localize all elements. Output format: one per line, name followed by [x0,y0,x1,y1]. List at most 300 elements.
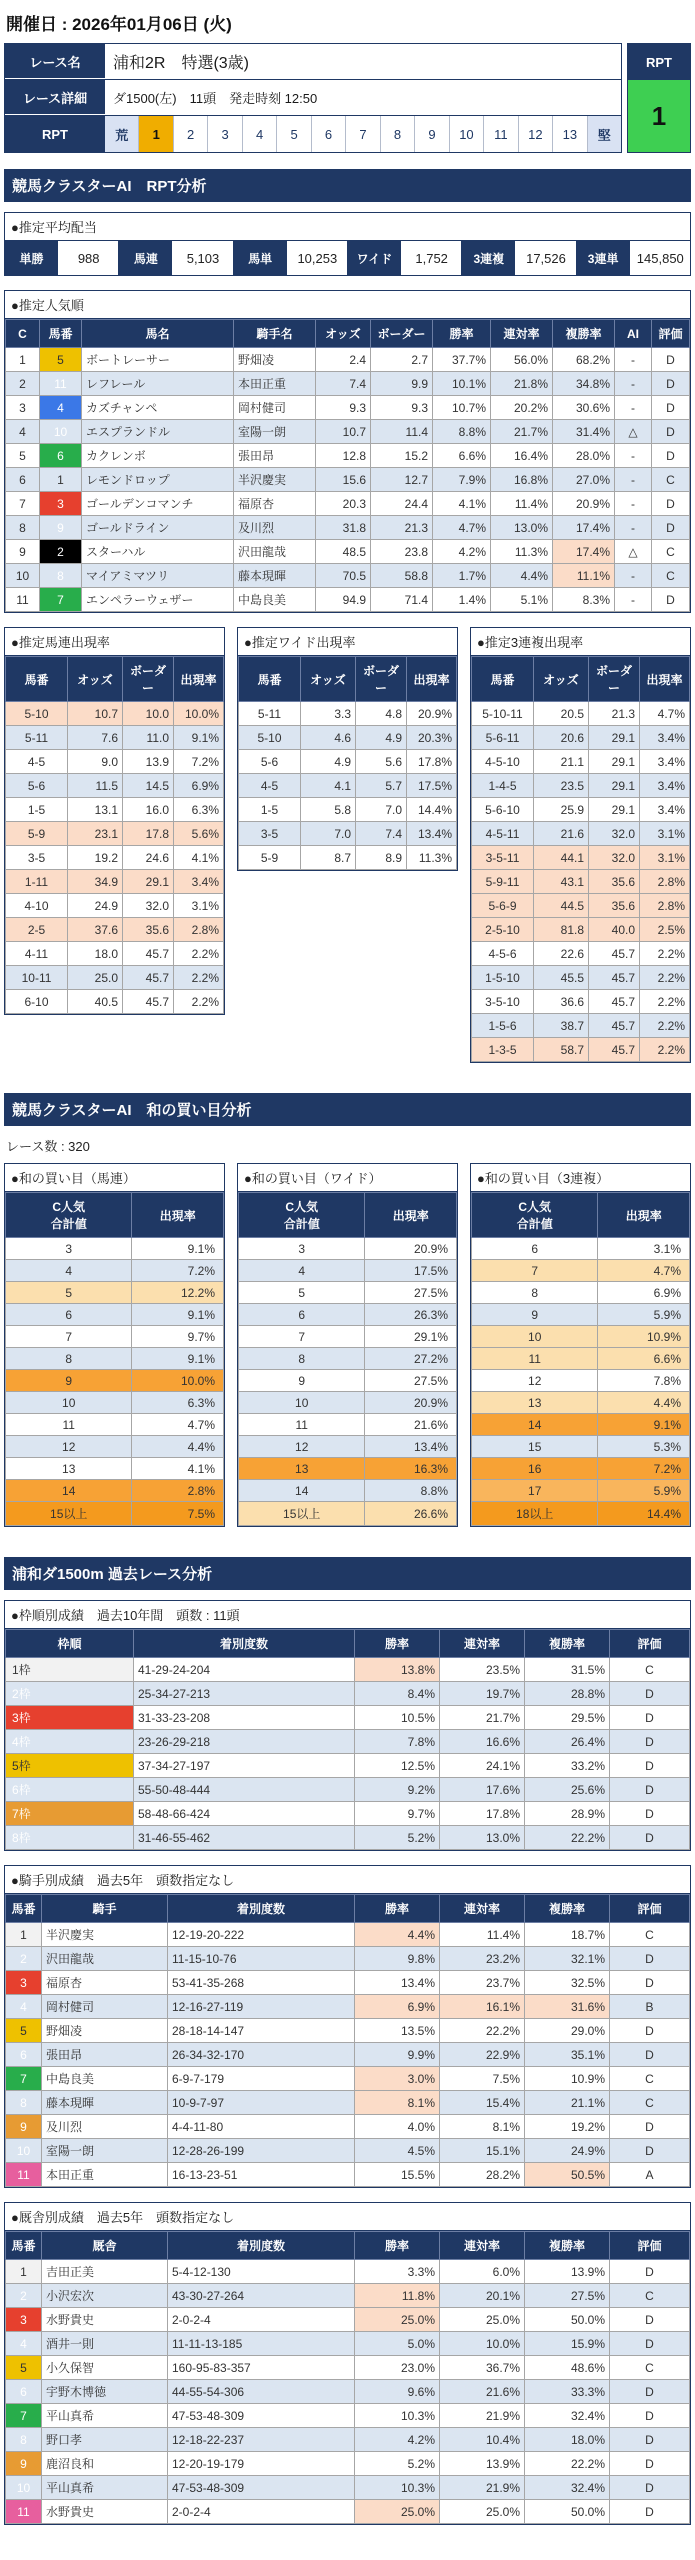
table-cell: 7.8% [355,1730,440,1754]
sanrenpuku-rate-title: ●推定3連複出現率 [471,628,690,656]
table-cell: 31.4% [553,420,615,444]
rpt-scale-cell[interactable]: 堅 [587,116,621,152]
table-cell: 56.0% [491,348,553,372]
horse-number-cell: 3 [6,1971,42,1995]
table-cell: 5-6 [6,774,68,798]
table-cell: 8.4% [355,1682,440,1706]
table-row [6,492,690,516]
table-cell: 9.1% [132,1348,224,1370]
table-cell: 4.9 [301,750,356,774]
race-info-table [4,43,622,153]
table-cell: 本田正重 [234,372,316,396]
rpt-scale-cell[interactable]: 荒 [105,116,138,152]
table-cell: 7.2% [174,750,224,774]
table-row [6,2019,690,2043]
table-cell: 10.0% [174,702,224,726]
table-cell: 本田正重 [42,2163,168,2187]
table-row [472,822,690,846]
payout-value: 145,850 [636,250,684,266]
table-cell: 13.4% [365,1436,457,1458]
table-row [6,564,690,588]
table-cell: 94.9 [316,588,371,612]
sanrenpuku-header-row [472,657,690,702]
table-cell: D [610,1826,690,1850]
table-cell: D [610,2308,690,2332]
rpt-scale-cell[interactable]: 4 [242,116,276,152]
table-cell: 58.7 [534,1038,589,1062]
horse-number-cell: 5 [6,2019,42,2043]
table-cell: 27.5% [365,1282,457,1304]
table-cell: 20.9% [553,492,615,516]
table-cell: 44.5 [534,894,589,918]
table-cell: 3.3% [355,2260,440,2284]
table-cell: 9.3 [371,396,433,420]
column-header: 馬番 [6,2232,42,2260]
table-cell: D [610,1730,690,1754]
table-row [6,1730,690,1754]
table-cell: 7.5% [132,1502,224,1526]
payout-type-label: 単勝 [5,241,59,275]
table-cell: 19.2% [525,2115,610,2139]
table-cell: 8.8% [433,420,491,444]
table-cell: 8 [239,1348,365,1370]
column-header: ボーダー [356,657,407,702]
table-cell: 7 [239,1326,365,1348]
table-row [472,1326,690,1348]
table-cell: 4.1% [433,492,491,516]
table-cell: カクレンボ [82,444,234,468]
section-title-rpt-analysis: 競馬クラスターAI RPT分析 [4,169,691,202]
table-row [6,2284,690,2308]
table-cell: 5.2% [355,1826,440,1850]
table-cell: 38.7 [534,1014,589,1038]
table-cell: 21.3 [589,702,640,726]
stable-header-row [6,2232,690,2260]
table-cell: 中島良美 [234,588,316,612]
column-header: 勝率 [355,1895,440,1923]
table-cell: 5.7 [356,774,407,798]
table-cell: D [610,2043,690,2067]
table-cell: 5-9-11 [472,870,534,894]
table-row [6,1458,224,1480]
table-cell: 20.2% [491,396,553,420]
table-row [6,1304,224,1326]
table-cell: 14.4% [407,798,457,822]
rpt-scale-cell[interactable]: 1 [138,116,172,152]
table-cell: 7 [472,1260,598,1282]
jockey-results-table [5,1894,690,2187]
table-cell: 4-4-11-80 [168,2115,355,2139]
table-cell: 5 [239,1282,365,1304]
rpt-scale-cell[interactable]: 5 [276,116,310,152]
table-cell: 24.6 [123,846,174,870]
horse-number-cell: 8 [40,564,82,588]
table-cell: 張田昂 [42,2043,168,2067]
table-cell: 13.0% [491,516,553,540]
horse-number-cell: 11 [6,2500,42,2524]
table-cell: 22.2% [525,2452,610,2476]
table-cell: 岡村健司 [234,396,316,420]
table-cell: 45.7 [589,1014,640,1038]
rpt-scale-cell[interactable]: 13 [552,116,586,152]
column-header: ボーダー [371,320,433,348]
table-row [239,1502,457,1526]
horse-number-cell: 8枠 [6,1826,134,1850]
table-cell: 11 [472,1348,598,1370]
table-cell: 8 [472,1282,598,1304]
table-cell: C [652,564,690,588]
table-cell: 10.7 [316,420,371,444]
horse-number-cell: 5枠 [6,1754,134,1778]
horse-number-cell: 4 [6,1995,42,2019]
table-cell: 10.9% [525,2067,610,2091]
table-cell: 21.1% [525,2091,610,2115]
rpt-scale-cell[interactable]: 2 [173,116,207,152]
column-header: C人気 合計値 [6,1193,132,1238]
section-title-wa-analysis: 競馬クラスターAI 和の買い目分析 [4,1093,691,1126]
table-cell: 13.9% [440,2452,525,2476]
table-cell: 6-9-7-179 [168,2067,355,2091]
table-cell: 水野貴史 [42,2308,168,2332]
table-cell: 鹿沼良和 [42,2452,168,2476]
table-cell: 4.1 [301,774,356,798]
table-row [6,990,224,1014]
table-cell: 81.8 [534,918,589,942]
table-cell: 27.2% [365,1348,457,1370]
table-cell: 70.5 [316,564,371,588]
table-cell: 29.1% [365,1326,457,1348]
table-cell: 2-0-2-4 [168,2308,355,2332]
rpt-scale-cell[interactable]: 8 [380,116,414,152]
table-cell: 福原杏 [42,1971,168,1995]
column-header: オッズ [301,657,356,702]
table-row [472,774,690,798]
rpt-scale-cell[interactable]: 12 [518,116,552,152]
table-cell: D [652,396,690,420]
table-cell: 7.2% [132,1260,224,1282]
horse-number-cell: 8 [6,2428,42,2452]
popularity-header-row [6,320,690,348]
table-cell: 23.8 [371,540,433,564]
table-row [6,726,224,750]
table-cell: 6.3% [132,1392,224,1414]
table-cell: 6-10 [6,990,68,1014]
table-cell: 32.0 [589,822,640,846]
horse-number-cell: 10 [40,420,82,444]
table-cell: D [652,444,690,468]
table-cell: 21.7% [491,420,553,444]
table-cell: 5-10 [6,702,68,726]
table-cell: 5 [6,1282,132,1304]
payout-type-label: 3連複 [462,241,516,275]
wa-wide-box [237,1163,458,1527]
table-row [6,870,224,894]
table-cell: 11.1% [553,564,615,588]
table-cell: 12.7 [371,468,433,492]
table-cell: 2.8% [640,870,690,894]
table-cell: 43.1 [534,870,589,894]
table-row [6,1502,224,1526]
table-cell: 21.3 [371,516,433,540]
table-cell: 4.2% [355,2428,440,2452]
table-cell: D [610,2476,690,2500]
table-cell: 18.7% [525,1923,610,1947]
table-cell: 3-5-11 [472,846,534,870]
horse-number-cell: 3 [40,492,82,516]
table-cell: 25.0% [355,2500,440,2524]
table-cell: 32.0 [123,894,174,918]
table-cell: 4.4% [355,1923,440,1947]
table-cell: 沢田龍哉 [234,540,316,564]
table-cell: D [610,1971,690,1995]
table-row [472,1014,690,1038]
table-cell: 29.1 [589,750,640,774]
table-cell: 68.2% [553,348,615,372]
table-cell: 2.7 [371,348,433,372]
table-row [6,750,224,774]
rpt-scale-cell[interactable]: 10 [449,116,483,152]
table-cell: 岡村健司 [42,1995,168,2019]
table-cell: 張田昂 [234,444,316,468]
table-cell: 27.5% [365,1370,457,1392]
table-cell: D [610,2428,690,2452]
table-cell: 2-5-10 [472,918,534,942]
table-cell: △ [615,420,652,444]
table-cell: 11.4% [491,492,553,516]
table-cell: 17.5% [407,774,457,798]
table-cell: ゴールデンコマンチ [82,492,234,516]
table-cell: 32.0 [589,846,640,870]
table-cell: 37.7% [433,348,491,372]
table-cell: 9.7% [132,1326,224,1348]
table-cell: 4.7% [640,702,690,726]
umaren-header-row [6,657,224,702]
column-header: 馬番 [40,320,82,348]
table-cell: 11 [6,588,40,612]
column-header: オッズ [534,657,589,702]
race-header [4,43,691,153]
table-cell: 9.9 [371,372,433,396]
table-row [6,1326,224,1348]
table-row [472,1502,690,1526]
table-cell: 5-6-10 [472,798,534,822]
table-cell: 14 [239,1480,365,1502]
table-cell: 25-34-27-213 [134,1682,355,1706]
table-cell: 25.0% [440,2500,525,2524]
table-cell: 45.7 [123,966,174,990]
table-cell: 26.6% [365,1502,457,1526]
table-cell: 8.1% [355,2091,440,2115]
table-cell: 10.7% [433,396,491,420]
column-header: 出現率 [598,1193,690,1238]
table-cell: 2.2% [640,942,690,966]
table-cell: 5-10 [239,726,301,750]
table-cell: 福原杏 [234,492,316,516]
race-date-heading: 開催日 : 2026年01月06日 (火) [6,15,232,34]
table-row [6,1282,224,1304]
table-cell: 16-13-23-51 [168,2163,355,2187]
column-header: 勝率 [355,1630,440,1658]
race-name-row [5,44,621,80]
horse-number-cell: 5 [6,2356,42,2380]
wa-wide-table [238,1192,457,1526]
table-row [239,1370,457,1392]
rpt-scale-row [5,116,621,152]
table-cell: 野畑凌 [234,348,316,372]
wide-rate-title: ●推定ワイド出現率 [238,628,457,656]
table-cell: 7.4 [316,372,371,396]
table-cell: 1-5 [6,798,68,822]
table-row [6,1826,690,1850]
table-cell: 中島良美 [42,2067,168,2091]
column-header: 着別度数 [168,2232,355,2260]
table-cell: ゴールドライン [82,516,234,540]
table-row [472,1038,690,1062]
table-cell: 12 [472,1370,598,1392]
table-cell: 3.1% [640,846,690,870]
table-row [239,1458,457,1480]
table-cell: 44.1 [534,846,589,870]
table-cell: 20.9% [407,702,457,726]
table-cell: 4.7% [433,516,491,540]
wa-umaren-title: ●和の買い目（馬連） [5,1164,224,1192]
table-row [239,726,457,750]
table-cell: 23.5 [534,774,589,798]
column-header: 枠順 [6,1630,134,1658]
table-row [472,990,690,1014]
table-cell: 2.2% [174,942,224,966]
table-cell: 16 [472,1458,598,1480]
table-row [6,1658,690,1682]
table-cell: D [652,372,690,396]
rpt-scale-cell[interactable]: 11 [483,116,517,152]
section-title-past-analysis: 浦和ダ1500m 過去レース分析 [4,1557,691,1590]
table-cell: 36.7% [440,2356,525,2380]
table-cell: 11.4% [440,1923,525,1947]
table-cell: 18.0 [68,942,123,966]
table-cell: 7.4 [356,822,407,846]
table-cell: 26.4% [525,1730,610,1754]
horse-number-cell: 11 [40,372,82,396]
sanrenpuku-rate-table [471,656,690,1062]
table-cell: 6.9% [355,1995,440,2019]
table-cell: 9.3 [316,396,371,420]
table-row [472,798,690,822]
table-cell: 6.3% [174,798,224,822]
table-cell: - [615,492,652,516]
table-cell: 5.9% [598,1304,690,1326]
table-cell: 15 [472,1436,598,1458]
table-cell: 室陽一朗 [42,2139,168,2163]
wa-sanrenpuku-box [470,1163,691,1527]
stable-results-table [5,2231,690,2524]
race-detail-value: ダ1500(左) 11頭 発走時刻 12:50 [105,80,621,115]
table-row [472,1370,690,1392]
table-cell: 13.5% [355,2019,440,2043]
table-cell: D [652,588,690,612]
table-cell: 21.1 [534,750,589,774]
jockey-header-row [6,1895,690,1923]
table-cell: 37.6 [68,918,123,942]
column-header: 評価 [652,320,690,348]
table-cell: 50.5% [525,2163,610,2187]
table-cell: 11.8% [355,2284,440,2308]
table-cell: 10-11 [6,966,68,990]
race-detail-label: レース詳細 [5,80,105,115]
column-header: C人気 合計値 [239,1193,365,1238]
table-cell: 4.1% [174,846,224,870]
table-cell: 4 [6,420,40,444]
table-cell: 2.2% [640,966,690,990]
column-header: 騎手 [42,1895,168,1923]
column-header: C人気 合計値 [472,1193,598,1238]
table-cell: 1-5-10 [472,966,534,990]
table-cell: 5-11 [239,702,301,726]
table-cell: 4-11 [6,942,68,966]
table-cell: 酒井一則 [42,2332,168,2356]
wide-rate-box [237,627,458,871]
column-header: 勝率 [355,2232,440,2260]
table-cell: 吉田正美 [42,2260,168,2284]
table-cell: 17.4% [553,516,615,540]
wa-umaren-table [5,1192,224,1526]
table-row [6,588,690,612]
table-cell: 小久保智 [42,2356,168,2380]
table-cell: 26.3% [365,1304,457,1326]
table-cell: 16.6% [440,1730,525,1754]
rpt-scale-cell[interactable]: 7 [345,116,379,152]
rpt-scale-cell[interactable]: 3 [207,116,241,152]
table-cell: 34.8% [553,372,615,396]
table-cell: 20.3 [316,492,371,516]
payout-type-label: 馬連 [119,241,173,275]
table-row [6,2452,690,2476]
table-row [6,1778,690,1802]
rpt-scale-cell[interactable]: 6 [311,116,345,152]
table-row [472,726,690,750]
table-row [6,468,690,492]
table-cell: 28.0% [553,444,615,468]
table-row [6,420,690,444]
table-cell: 2.4 [316,348,371,372]
table-cell: 野口孝 [42,2428,168,2452]
horse-number-cell: 10 [6,2139,42,2163]
table-cell: 21.6 [534,822,589,846]
rpt-scale-cell[interactable]: 9 [414,116,448,152]
table-cell: D [610,2404,690,2428]
table-cell: 1-4-5 [472,774,534,798]
table-cell: 5.0% [355,2332,440,2356]
table-row [239,1304,457,1326]
table-cell: 11.4 [371,420,433,444]
table-row [6,1947,690,1971]
table-cell: 9.9% [355,2043,440,2067]
wa-sanrenpuku-title: ●和の買い目（3連複） [471,1164,690,1192]
table-cell: C [652,468,690,492]
wide-rate-table [238,656,457,870]
column-header: 複勝率 [525,1895,610,1923]
table-cell: 20.1% [440,2284,525,2308]
table-cell: 45.7 [589,990,640,1014]
table-cell: D [610,1706,690,1730]
table-cell: 5-4-12-130 [168,2260,355,2284]
horse-number-cell: 1 [6,2260,42,2284]
table-cell: 2.2% [174,990,224,1014]
table-cell: 5-10-11 [472,702,534,726]
table-cell: 44-55-54-306 [168,2380,355,2404]
table-cell: 25.0% [355,2308,440,2332]
table-cell: 17 [472,1480,598,1502]
